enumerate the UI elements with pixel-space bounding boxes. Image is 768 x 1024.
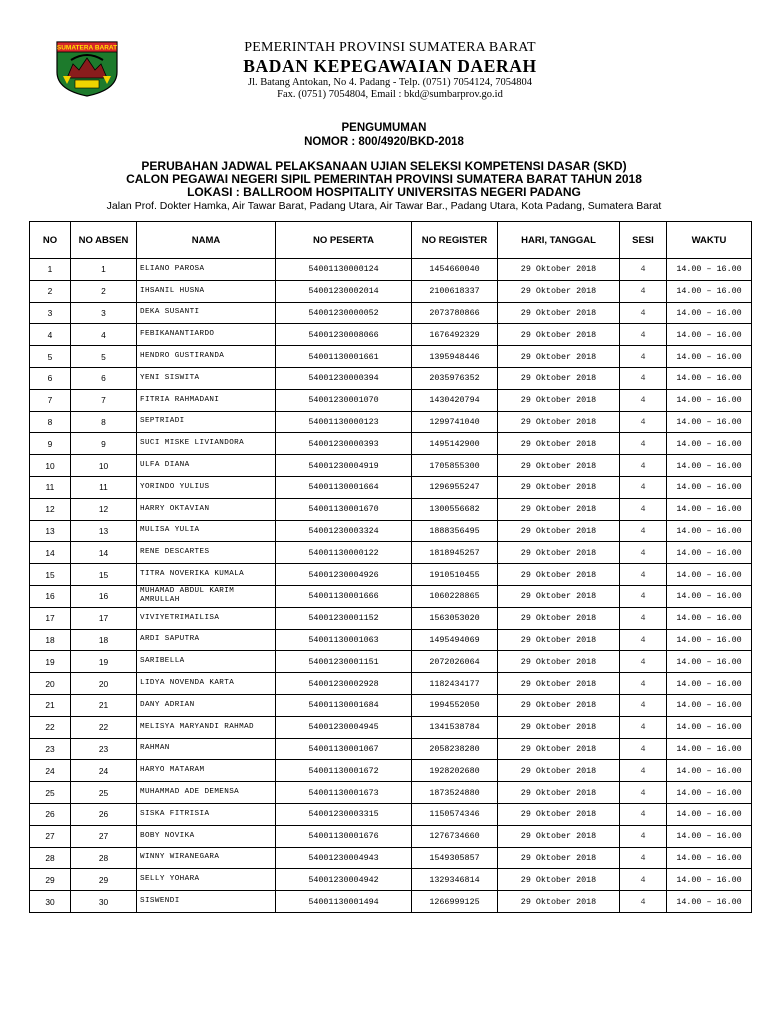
cell-sesi: 4 bbox=[620, 607, 667, 629]
cell-no-absen: 22 bbox=[71, 716, 137, 738]
cell-hari-tanggal: 29 Oktober 2018 bbox=[498, 891, 620, 913]
cell-waktu: 14.00 – 16.00 bbox=[667, 476, 752, 498]
cell-no-register: 1150574346 bbox=[412, 803, 498, 825]
cell-sesi: 4 bbox=[620, 302, 667, 324]
cell-no: 1 bbox=[30, 259, 71, 281]
cell-hari-tanggal: 29 Oktober 2018 bbox=[498, 651, 620, 673]
column-header: NO PESERTA bbox=[276, 222, 412, 259]
cell-no-peserta: 54001130000124 bbox=[276, 259, 412, 281]
cell-no-peserta: 54001230004942 bbox=[276, 869, 412, 891]
table-row bbox=[30, 476, 752, 498]
cell-hari-tanggal: 29 Oktober 2018 bbox=[498, 455, 620, 477]
table-row bbox=[30, 542, 752, 564]
cell-nama: IHSANIL HUSNA bbox=[137, 280, 276, 302]
cell-no-register: 2058238280 bbox=[412, 738, 498, 760]
cell-no-register: 1266999125 bbox=[412, 891, 498, 913]
letterhead-address: Jl. Batang Antokan, No 4. Padang - Telp. (0751) 7054124, 7054804 bbox=[247, 77, 532, 88]
logo-caption: SUMATERA BARAT bbox=[56, 44, 118, 52]
table-row bbox=[30, 803, 752, 825]
table-row bbox=[30, 367, 752, 389]
cell-sesi: 4 bbox=[620, 716, 667, 738]
cell-nama: ELIANO PAROSA bbox=[137, 259, 276, 281]
cell-waktu: 14.00 – 16.00 bbox=[667, 716, 752, 738]
cell-no-peserta: 54001230004945 bbox=[276, 716, 412, 738]
cell-no-peserta: 54001230004943 bbox=[276, 847, 412, 869]
cell-sesi: 4 bbox=[620, 389, 667, 411]
cell-no: 11 bbox=[30, 476, 71, 498]
cell-no-peserta: 54001230004926 bbox=[276, 564, 412, 586]
cell-nama: FEBIKANANTIARDO bbox=[137, 324, 276, 346]
cell-hari-tanggal: 29 Oktober 2018 bbox=[498, 760, 620, 782]
cell-no: 16 bbox=[30, 585, 71, 607]
cell-no-peserta: 54001230000393 bbox=[276, 433, 412, 455]
cell-nama: SELLY YOHARA bbox=[137, 869, 276, 891]
cell-nama: VIVIYETRIMAILISA bbox=[137, 607, 276, 629]
cell-sesi: 4 bbox=[620, 542, 667, 564]
cell-sesi: 4 bbox=[620, 411, 667, 433]
table-row bbox=[30, 498, 752, 520]
cell-waktu: 14.00 – 16.00 bbox=[667, 324, 752, 346]
announcement-title: PENGUMUMAN bbox=[341, 122, 427, 134]
cell-no-peserta: 54001130001494 bbox=[276, 891, 412, 913]
cell-waktu: 14.00 – 16.00 bbox=[667, 564, 752, 586]
cell-hari-tanggal: 29 Oktober 2018 bbox=[498, 738, 620, 760]
cell-hari-tanggal: 29 Oktober 2018 bbox=[498, 411, 620, 433]
cell-no: 28 bbox=[30, 847, 71, 869]
cell-no-register: 1818945257 bbox=[412, 542, 498, 564]
cell-waktu: 14.00 – 16.00 bbox=[667, 520, 752, 542]
cell-no-register: 2035976352 bbox=[412, 367, 498, 389]
cell-sesi: 4 bbox=[620, 346, 667, 368]
cell-no: 26 bbox=[30, 803, 71, 825]
cell-no: 21 bbox=[30, 694, 71, 716]
cell-no-peserta: 54001130001063 bbox=[276, 629, 412, 651]
cell-no-register: 1395948446 bbox=[412, 346, 498, 368]
cell-waktu: 14.00 – 16.00 bbox=[667, 389, 752, 411]
cell-sesi: 4 bbox=[620, 869, 667, 891]
announcement-heading-schedule: PERUBAHAN JADWAL PELAKSANAAN UJIAN SELEKSI KOMPETENSI DASAR (SKD) bbox=[141, 159, 627, 173]
cell-no: 12 bbox=[30, 498, 71, 520]
letterhead-contact: Fax. (0751) 7054804, Email : bkd@sumbarprov.go.id bbox=[277, 89, 503, 100]
cell-no-absen: 7 bbox=[71, 389, 137, 411]
cell-no-peserta: 54001230001152 bbox=[276, 607, 412, 629]
cell-no-absen: 5 bbox=[71, 346, 137, 368]
cell-nama: MELISYA MARYANDI RAHMAD bbox=[137, 716, 276, 738]
cell-no-register: 1888356495 bbox=[412, 520, 498, 542]
table-row bbox=[30, 346, 752, 368]
cell-hari-tanggal: 29 Oktober 2018 bbox=[498, 782, 620, 804]
column-header: NO ABSEN bbox=[71, 222, 137, 259]
cell-waktu: 14.00 – 16.00 bbox=[667, 760, 752, 782]
cell-no-peserta: 54001130001684 bbox=[276, 694, 412, 716]
cell-waktu: 14.00 – 16.00 bbox=[667, 869, 752, 891]
cell-no-absen: 27 bbox=[71, 825, 137, 847]
cell-waktu: 14.00 – 16.00 bbox=[667, 367, 752, 389]
cell-hari-tanggal: 29 Oktober 2018 bbox=[498, 585, 620, 607]
cell-no: 27 bbox=[30, 825, 71, 847]
cell-sesi: 4 bbox=[620, 694, 667, 716]
cell-hari-tanggal: 29 Oktober 2018 bbox=[498, 825, 620, 847]
table-header-row bbox=[30, 222, 752, 259]
cell-no-register: 1299741040 bbox=[412, 411, 498, 433]
cell-no: 18 bbox=[30, 629, 71, 651]
cell-no: 9 bbox=[30, 433, 71, 455]
cell-no-absen: 8 bbox=[71, 411, 137, 433]
cell-nama: HENDRO GUSTIRANDA bbox=[137, 346, 276, 368]
cell-no: 4 bbox=[30, 324, 71, 346]
table-row bbox=[30, 259, 752, 281]
cell-no-absen: 18 bbox=[71, 629, 137, 651]
cell-no-peserta: 54001230002014 bbox=[276, 280, 412, 302]
cell-nama: ULFA DIANA bbox=[137, 455, 276, 477]
cell-no: 19 bbox=[30, 651, 71, 673]
cell-nama: DANY ADRIAN bbox=[137, 694, 276, 716]
cell-no-absen: 30 bbox=[71, 891, 137, 913]
cell-nama: RENE DESCARTES bbox=[137, 542, 276, 564]
cell-no-peserta: 54001130001664 bbox=[276, 476, 412, 498]
cell-sesi: 4 bbox=[620, 847, 667, 869]
cell-waktu: 14.00 – 16.00 bbox=[667, 782, 752, 804]
cell-no-peserta: 54001130001673 bbox=[276, 782, 412, 804]
cell-no-peserta: 54001130001661 bbox=[276, 346, 412, 368]
cell-no-peserta: 54001130000123 bbox=[276, 411, 412, 433]
cell-no-peserta: 54001230003324 bbox=[276, 520, 412, 542]
table-body bbox=[30, 259, 752, 913]
cell-no-peserta: 54001130001067 bbox=[276, 738, 412, 760]
table-row bbox=[30, 585, 752, 607]
cell-hari-tanggal: 29 Oktober 2018 bbox=[498, 629, 620, 651]
cell-no: 3 bbox=[30, 302, 71, 324]
table-row bbox=[30, 629, 752, 651]
cell-no-register: 1300556682 bbox=[412, 498, 498, 520]
cell-no-peserta: 54001130001670 bbox=[276, 498, 412, 520]
cell-no-register: 1296955247 bbox=[412, 476, 498, 498]
cell-waktu: 14.00 – 16.00 bbox=[667, 455, 752, 477]
cell-waktu: 14.00 – 16.00 bbox=[667, 891, 752, 913]
cell-waktu: 14.00 – 16.00 bbox=[667, 542, 752, 564]
cell-no-register: 1549305857 bbox=[412, 847, 498, 869]
cell-hari-tanggal: 29 Oktober 2018 bbox=[498, 869, 620, 891]
cell-no-register: 1563053020 bbox=[412, 607, 498, 629]
table-row bbox=[30, 411, 752, 433]
cell-hari-tanggal: 29 Oktober 2018 bbox=[498, 694, 620, 716]
cell-no-peserta: 54001230008066 bbox=[276, 324, 412, 346]
table-row bbox=[30, 455, 752, 477]
cell-nama: YORINDO YULIUS bbox=[137, 476, 276, 498]
cell-hari-tanggal: 29 Oktober 2018 bbox=[498, 673, 620, 695]
cell-waktu: 14.00 – 16.00 bbox=[667, 694, 752, 716]
cell-no-peserta: 54001130001666 bbox=[276, 585, 412, 607]
cell-no-register: 1495494069 bbox=[412, 629, 498, 651]
column-header: SESI bbox=[620, 222, 667, 259]
cell-nama: SEPTRIADI bbox=[137, 411, 276, 433]
cell-waktu: 14.00 – 16.00 bbox=[667, 673, 752, 695]
cell-no-absen: 20 bbox=[71, 673, 137, 695]
cell-no: 7 bbox=[30, 389, 71, 411]
cell-hari-tanggal: 29 Oktober 2018 bbox=[498, 259, 620, 281]
cell-no-register: 1276734660 bbox=[412, 825, 498, 847]
cell-no: 25 bbox=[30, 782, 71, 804]
cell-hari-tanggal: 29 Oktober 2018 bbox=[498, 302, 620, 324]
cell-nama: SISKA FITRISIA bbox=[137, 803, 276, 825]
cell-no-peserta: 54001230001070 bbox=[276, 389, 412, 411]
table-row bbox=[30, 782, 752, 804]
cell-no-absen: 28 bbox=[71, 847, 137, 869]
cell-hari-tanggal: 29 Oktober 2018 bbox=[498, 389, 620, 411]
table-row bbox=[30, 760, 752, 782]
cell-no-absen: 6 bbox=[71, 367, 137, 389]
cell-no-peserta: 54001130000122 bbox=[276, 542, 412, 564]
cell-hari-tanggal: 29 Oktober 2018 bbox=[498, 564, 620, 586]
cell-waktu: 14.00 – 16.00 bbox=[667, 280, 752, 302]
cell-hari-tanggal: 29 Oktober 2018 bbox=[498, 498, 620, 520]
cell-sesi: 4 bbox=[620, 629, 667, 651]
cell-no-absen: 2 bbox=[71, 280, 137, 302]
cell-waktu: 14.00 – 16.00 bbox=[667, 346, 752, 368]
cell-no-absen: 29 bbox=[71, 869, 137, 891]
cell-no-absen: 26 bbox=[71, 803, 137, 825]
cell-sesi: 4 bbox=[620, 782, 667, 804]
cell-sesi: 4 bbox=[620, 651, 667, 673]
table-row bbox=[30, 324, 752, 346]
cell-sesi: 4 bbox=[620, 280, 667, 302]
cell-sesi: 4 bbox=[620, 520, 667, 542]
cell-no: 10 bbox=[30, 455, 71, 477]
cell-no-peserta: 54001130001672 bbox=[276, 760, 412, 782]
cell-nama: HARRY OKTAVIAN bbox=[137, 498, 276, 520]
cell-no-peserta: 54001230000052 bbox=[276, 302, 412, 324]
cell-no-register: 1676492329 bbox=[412, 324, 498, 346]
cell-no: 5 bbox=[30, 346, 71, 368]
cell-no-register: 1928202680 bbox=[412, 760, 498, 782]
cell-no-register: 2073780866 bbox=[412, 302, 498, 324]
cell-no-register: 1454660040 bbox=[412, 259, 498, 281]
cell-no-absen: 16 bbox=[71, 585, 137, 607]
cell-no-peserta: 54001230004919 bbox=[276, 455, 412, 477]
cell-no: 15 bbox=[30, 564, 71, 586]
table-row bbox=[30, 389, 752, 411]
cell-sesi: 4 bbox=[620, 585, 667, 607]
cell-hari-tanggal: 29 Oktober 2018 bbox=[498, 803, 620, 825]
cell-hari-tanggal: 29 Oktober 2018 bbox=[498, 433, 620, 455]
cell-waktu: 14.00 – 16.00 bbox=[667, 433, 752, 455]
cell-hari-tanggal: 29 Oktober 2018 bbox=[498, 520, 620, 542]
cell-no-register: 1329346814 bbox=[412, 869, 498, 891]
letterhead-government-name: PEMERINTAH PROVINSI SUMATERA BARAT bbox=[244, 40, 536, 55]
cell-no: 23 bbox=[30, 738, 71, 760]
cell-no-absen: 24 bbox=[71, 760, 137, 782]
cell-waktu: 14.00 – 16.00 bbox=[667, 803, 752, 825]
cell-waktu: 14.00 – 16.00 bbox=[667, 411, 752, 433]
column-header: NO bbox=[30, 222, 71, 259]
cell-sesi: 4 bbox=[620, 564, 667, 586]
cell-no: 29 bbox=[30, 869, 71, 891]
cell-nama: FITRIA RAHMADANI bbox=[137, 389, 276, 411]
cell-no-absen: 9 bbox=[71, 433, 137, 455]
column-header: WAKTU bbox=[667, 222, 752, 259]
cell-no: 6 bbox=[30, 367, 71, 389]
cell-no-register: 1341538784 bbox=[412, 716, 498, 738]
table-row bbox=[30, 694, 752, 716]
cell-no-absen: 17 bbox=[71, 607, 137, 629]
cell-no-absen: 15 bbox=[71, 564, 137, 586]
cell-no-register: 2100618337 bbox=[412, 280, 498, 302]
table-row bbox=[30, 302, 752, 324]
cell-no-register: 1182434177 bbox=[412, 673, 498, 695]
cell-waktu: 14.00 – 16.00 bbox=[667, 302, 752, 324]
cell-no: 30 bbox=[30, 891, 71, 913]
cell-waktu: 14.00 – 16.00 bbox=[667, 825, 752, 847]
table-row bbox=[30, 869, 752, 891]
cell-hari-tanggal: 29 Oktober 2018 bbox=[498, 346, 620, 368]
announcement-number: NOMOR : 800/4920/BKD-2018 bbox=[304, 136, 464, 148]
cell-no: 8 bbox=[30, 411, 71, 433]
cell-no-absen: 1 bbox=[71, 259, 137, 281]
cell-hari-tanggal: 29 Oktober 2018 bbox=[498, 607, 620, 629]
cell-nama: BOBY NOVIKA bbox=[137, 825, 276, 847]
cell-no-absen: 12 bbox=[71, 498, 137, 520]
cell-sesi: 4 bbox=[620, 476, 667, 498]
cell-sesi: 4 bbox=[620, 760, 667, 782]
table-row bbox=[30, 280, 752, 302]
cell-nama: SARIBELLA bbox=[137, 651, 276, 673]
cell-nama: DEKA SUSANTI bbox=[137, 302, 276, 324]
column-header: HARI, TANGGAL bbox=[498, 222, 620, 259]
table-row bbox=[30, 891, 752, 913]
cell-no-absen: 10 bbox=[71, 455, 137, 477]
cell-no: 14 bbox=[30, 542, 71, 564]
cell-no-absen: 21 bbox=[71, 694, 137, 716]
cell-sesi: 4 bbox=[620, 738, 667, 760]
cell-nama: MUHAMAD ABDUL KARIM AMRULLAH bbox=[137, 585, 276, 607]
letterhead-agency-name: BADAN KEPEGAWAIAN DAERAH bbox=[243, 56, 537, 76]
cell-no-register: 1994552050 bbox=[412, 694, 498, 716]
cell-hari-tanggal: 29 Oktober 2018 bbox=[498, 476, 620, 498]
cell-no-absen: 19 bbox=[71, 651, 137, 673]
cell-nama: SISWENDI bbox=[137, 891, 276, 913]
cell-no-absen: 4 bbox=[71, 324, 137, 346]
cell-sesi: 4 bbox=[620, 498, 667, 520]
cell-no-register: 1910510455 bbox=[412, 564, 498, 586]
cell-waktu: 14.00 – 16.00 bbox=[667, 585, 752, 607]
column-header: NO REGISTER bbox=[412, 222, 498, 259]
cell-no: 22 bbox=[30, 716, 71, 738]
cell-no-absen: 25 bbox=[71, 782, 137, 804]
cell-waktu: 14.00 – 16.00 bbox=[667, 259, 752, 281]
cell-hari-tanggal: 29 Oktober 2018 bbox=[498, 716, 620, 738]
table-row bbox=[30, 716, 752, 738]
cell-hari-tanggal: 29 Oktober 2018 bbox=[498, 542, 620, 564]
cell-nama: YENI SISWITA bbox=[137, 367, 276, 389]
cell-no: 24 bbox=[30, 760, 71, 782]
cell-nama: HARYO MATARAM bbox=[137, 760, 276, 782]
cell-no: 20 bbox=[30, 673, 71, 695]
cell-no-register: 1430420794 bbox=[412, 389, 498, 411]
cell-no: 13 bbox=[30, 520, 71, 542]
cell-sesi: 4 bbox=[620, 324, 667, 346]
cell-nama: TITRA NOVERIKA KUMALA bbox=[137, 564, 276, 586]
cell-no-absen: 3 bbox=[71, 302, 137, 324]
cell-nama: RAHMAN bbox=[137, 738, 276, 760]
cell-no-register: 1060228865 bbox=[412, 585, 498, 607]
table-row bbox=[30, 825, 752, 847]
cell-no-peserta: 54001230001151 bbox=[276, 651, 412, 673]
cell-no-register: 2072026064 bbox=[412, 651, 498, 673]
cell-sesi: 4 bbox=[620, 367, 667, 389]
cell-sesi: 4 bbox=[620, 825, 667, 847]
table-row bbox=[30, 847, 752, 869]
participant-table bbox=[29, 221, 752, 913]
cell-waktu: 14.00 – 16.00 bbox=[667, 629, 752, 651]
cell-nama: SUCI MISKE LIVIANDORA bbox=[137, 433, 276, 455]
table-row bbox=[30, 651, 752, 673]
cell-nama: MULISA YULIA bbox=[137, 520, 276, 542]
cell-sesi: 4 bbox=[620, 259, 667, 281]
announcement-heading-location: LOKASI : BALLROOM HOSPITALITY UNIVERSITAS NEGERI PADANG bbox=[187, 185, 581, 199]
cell-sesi: 4 bbox=[620, 803, 667, 825]
cell-no-peserta: 54001130001676 bbox=[276, 825, 412, 847]
cell-no: 2 bbox=[30, 280, 71, 302]
cell-hari-tanggal: 29 Oktober 2018 bbox=[498, 367, 620, 389]
cell-no-register: 1873524880 bbox=[412, 782, 498, 804]
cell-waktu: 14.00 – 16.00 bbox=[667, 498, 752, 520]
table-row bbox=[30, 520, 752, 542]
letterhead bbox=[120, 40, 660, 101]
table-row bbox=[30, 433, 752, 455]
cell-no: 17 bbox=[30, 607, 71, 629]
cell-waktu: 14.00 – 16.00 bbox=[667, 607, 752, 629]
cell-waktu: 14.00 – 16.00 bbox=[667, 847, 752, 869]
cell-no-register: 1705855300 bbox=[412, 455, 498, 477]
cell-waktu: 14.00 – 16.00 bbox=[667, 651, 752, 673]
cell-no-absen: 14 bbox=[71, 542, 137, 564]
cell-nama: ARDI SAPUTRA bbox=[137, 629, 276, 651]
province-emblem-logo bbox=[53, 38, 121, 98]
cell-no-absen: 11 bbox=[71, 476, 137, 498]
cell-no-absen: 23 bbox=[71, 738, 137, 760]
cell-no-register: 1495142900 bbox=[412, 433, 498, 455]
cell-sesi: 4 bbox=[620, 891, 667, 913]
cell-sesi: 4 bbox=[620, 433, 667, 455]
table-row bbox=[30, 738, 752, 760]
cell-nama: MUHAMMAD ADE DEMENSA bbox=[137, 782, 276, 804]
column-header: NAMA bbox=[137, 222, 276, 259]
cell-no-peserta: 54001230002928 bbox=[276, 673, 412, 695]
cell-hari-tanggal: 29 Oktober 2018 bbox=[498, 280, 620, 302]
cell-nama: LIDYA NOVENDA KARTA bbox=[137, 673, 276, 695]
announcement-address: Jalan Prof. Dokter Hamka, Air Tawar Barat, Padang Utara, Air Tawar Bar., Padang Utara, Kota Padang, Sumatera Barat bbox=[106, 200, 662, 212]
announcement-heading-candidates: CALON PEGAWAI NEGERI SIPIL PEMERINTAH PROVINSI SUMATERA BARAT TAHUN 2018 bbox=[126, 172, 642, 186]
table-row bbox=[30, 564, 752, 586]
cell-sesi: 4 bbox=[620, 673, 667, 695]
cell-sesi: 4 bbox=[620, 455, 667, 477]
table-row bbox=[30, 607, 752, 629]
table-row bbox=[30, 673, 752, 695]
cell-hari-tanggal: 29 Oktober 2018 bbox=[498, 847, 620, 869]
cell-no-peserta: 54001230000394 bbox=[276, 367, 412, 389]
cell-no-absen: 13 bbox=[71, 520, 137, 542]
cell-waktu: 14.00 – 16.00 bbox=[667, 738, 752, 760]
cell-no-peserta: 54001230003315 bbox=[276, 803, 412, 825]
cell-hari-tanggal: 29 Oktober 2018 bbox=[498, 324, 620, 346]
cell-nama: WINNY WIRANEGARA bbox=[137, 847, 276, 869]
